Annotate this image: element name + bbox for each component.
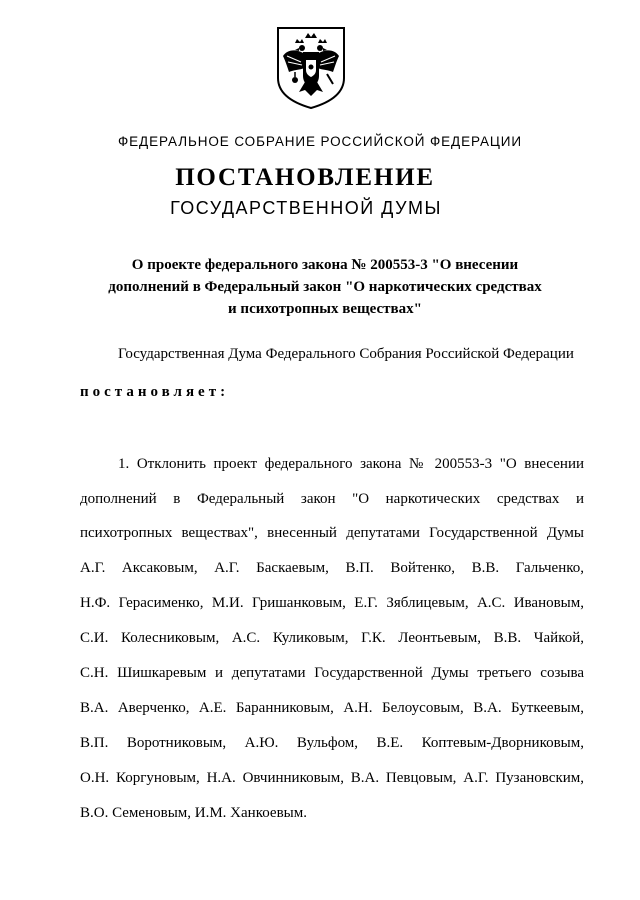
document-subtitle: ГОСУДАРСТВЕННОЙ ДУМЫ — [170, 198, 442, 218]
subject-heading — [90, 254, 560, 320]
paragraph-line: В.А. Аверченко, А.Е. Баранниковым, А.Н. Белоусовым, В.А. Буткеевым, — [80, 700, 584, 716]
assembly-header: ФЕДЕРАЛЬНОЕ СОБРАНИЕ РОССИЙСКОЙ ФЕДЕРАЦИИ — [117, 134, 522, 149]
paragraph-line: О.Н. Коргуновым, Н.А. Овчинниковым, В.А. Певцовым, А.Г. Пузановским, — [80, 770, 584, 786]
paragraph-line: психотропных веществах", внесенный депутатами Государственной Думы — [80, 525, 584, 541]
resolves-keyword: постановляет: — [80, 384, 230, 400]
subject-line: дополнений в Федеральный закон "О наркотических средствах — [108, 279, 542, 295]
paragraph-line: В.О. Семеновым, И.М. Ханкоевым. — [80, 805, 307, 821]
paragraph-line: В.П. Воротниковым, А.Ю. Вульфом, В.Е. Коптевым-Дворниковым, — [80, 735, 584, 751]
paragraph-line: Н.Ф. Герасименко, М.И. Гришанковым, Е.Г. Зяблицевым, А.С. Ивановым, — [80, 595, 584, 611]
paragraph-line: С.Н. Шишкаревым и депутатами Государственной Думы третьего созыва — [80, 665, 584, 681]
document-title: ПОСТАНОВЛЕНИЕ — [175, 164, 435, 191]
preamble-text: Государственная Дума Федерального Собрания Российской Федерации — [118, 346, 574, 362]
subject-line: и психотропных веществах" — [228, 301, 422, 317]
paragraph-line: 1. Отклонить проект федерального закона № 200553-3 "О внесении — [118, 456, 584, 472]
subject-line: О проекте федерального закона № 200553-3 "О внесении — [131, 257, 519, 273]
coat-of-arms-emblem — [275, 26, 347, 110]
paragraph-line: С.И. Колесниковым, А.С. Куликовым, Г.К. Леонтьевым, В.В. Чайкой, — [80, 630, 584, 646]
paragraph-line: А.Г. Аксаковым, А.Г. Баскаевым, В.П. Войтенко, В.В. Гальченко, — [80, 560, 584, 576]
paragraph-line: дополнений в Федеральный закон "О наркотических средствах и — [80, 491, 584, 507]
